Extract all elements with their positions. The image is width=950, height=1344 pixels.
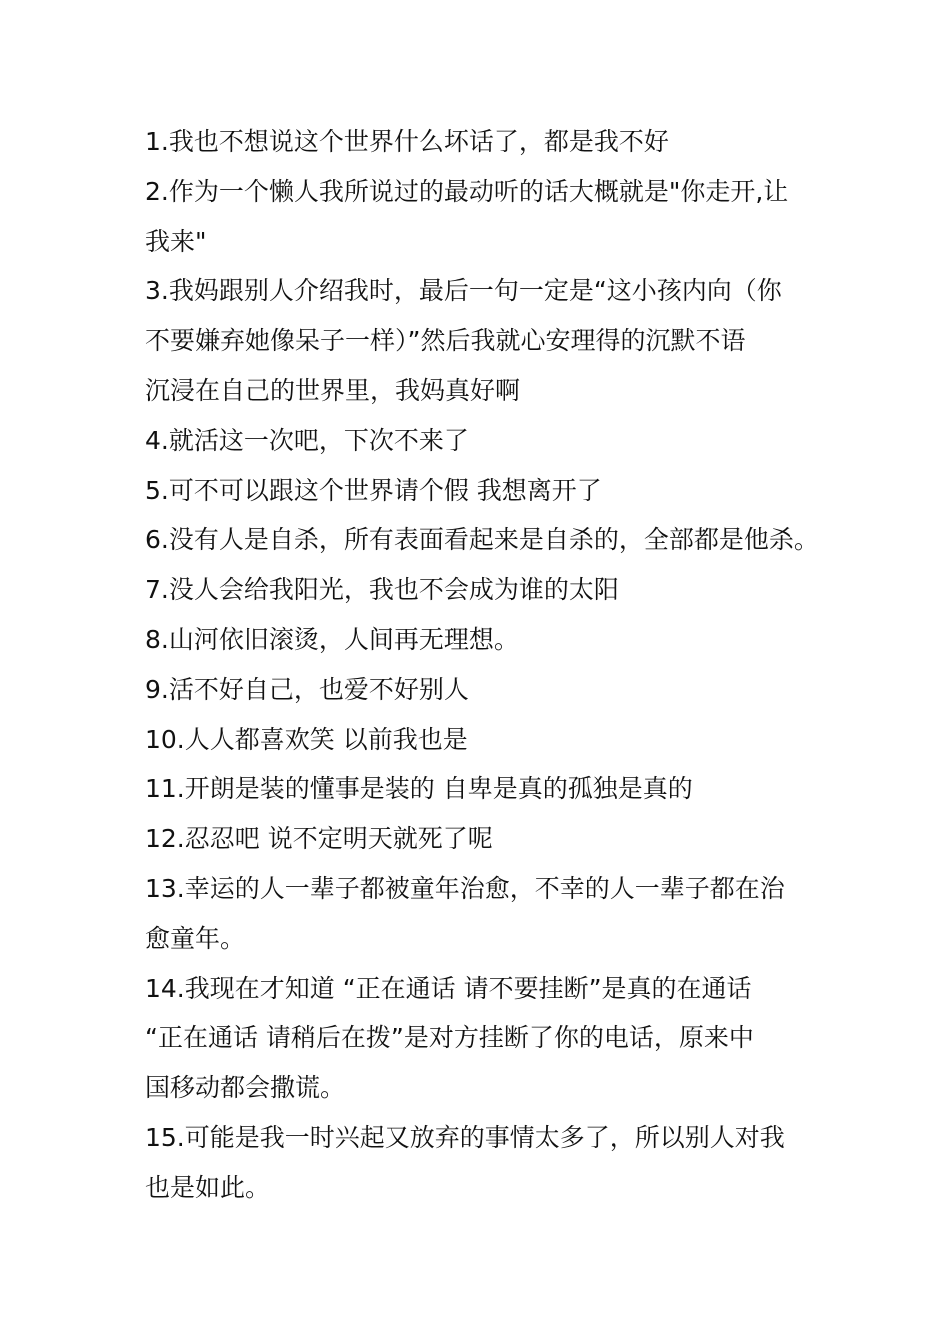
list-item: 13.幸运的人一辈子都被童年治愈，不幸的人一辈子都在治 愈童年。 [145, 873, 785, 953]
list-item: 14.我现在才知道 “正在通话 请不要挂断”是真的在通话 “正在通话 请稍后在拨”是对方挂断了你的电话，原来中 国移动都会撒谎。 [145, 973, 754, 1103]
list-item: 3.我妈跟别人介绍我时，最后一句一定是“这小孩内向（你 不要嫌弃她像呆子一样）”然后我就心安理得的沉默不语 沉浸在自己的世界里，我妈真好啊 [145, 276, 782, 405]
list-item: 9.活不好自己，也爱不好别人 [145, 674, 469, 704]
list-item: 15.可能是我一时兴起又放弃的事情太多了，所以别人对我 也是如此。 [145, 1122, 785, 1202]
list-item: 12.忍忍吧 说不定明天就死了呢 [145, 824, 493, 854]
list-item: 1.我也不想说这个世界什么坏话了，都是我不好 [145, 127, 669, 156]
list-item: 11.开朗是装的懂事是装的 自卑是真的孤独是真的 [145, 774, 693, 804]
list-item: 4.就活这一次吧，下次不来了 [145, 425, 469, 455]
list-item: 2.作为一个懒人我所说过的最动听的话大概就是"你走开,让 我来" [145, 176, 789, 256]
list-item: 8.山河依旧滚烫，人间再无理想。 [145, 624, 519, 654]
list-item: 7.没人会给我阳光，我也不会成为谁的太阳 [145, 575, 619, 605]
list-item: 6.没有人是自杀，所有表面看起来是自杀的，全部都是他杀。 [145, 525, 819, 555]
list-item: 10.人人都喜欢笑 以前我也是 [145, 724, 468, 754]
list-item: 5.可不可以跟这个世界请个假 我想离开了 [145, 475, 602, 505]
quote-list [145, 117, 825, 1213]
